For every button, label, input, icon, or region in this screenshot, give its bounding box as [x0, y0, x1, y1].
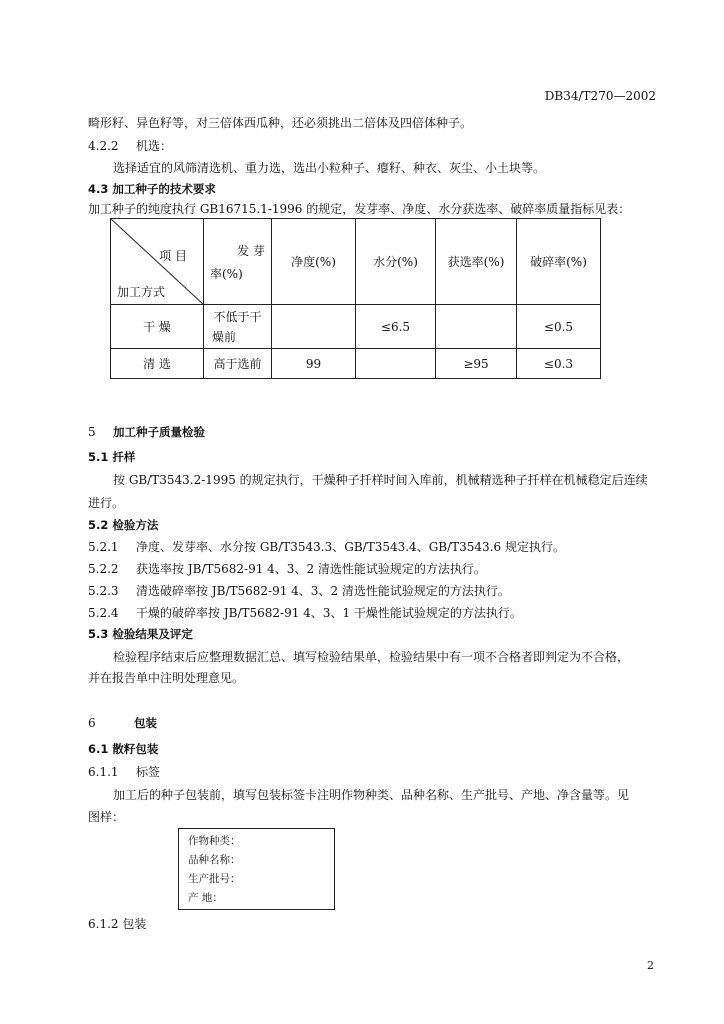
header-selection-rate: 获选率(%): [436, 219, 517, 305]
cell-germination-line: 燥前: [212, 329, 237, 344]
section-heading: 5.1 扦样: [88, 450, 136, 464]
section-heading: 6.1.2 包装: [88, 917, 147, 931]
page-number: 2: [647, 959, 654, 972]
cell-selection-rate: [436, 305, 517, 349]
section-heading: 5.3 检验结果及评定: [88, 627, 193, 641]
diagonal-header-cell: [111, 219, 204, 305]
paragraph-line: 干燥的破碎率按 JB/T5682-91 4、3、1 干燥性能试验规定的方法执行。: [136, 606, 522, 620]
section-number: 5.2.4: [88, 606, 119, 620]
paragraph-line: 畸形籽、异色籽等，对三倍体西瓜种，还必须挑出二倍体及四倍体种子。: [88, 116, 473, 130]
header-moisture: 水分(%): [356, 219, 436, 305]
cell-breakage-rate: ≤0.3: [517, 349, 601, 379]
header-germination-bottom: 率(%): [210, 266, 243, 281]
document-id: DB34/T270—2002: [544, 89, 656, 103]
diag-header-method: 加工方式: [117, 285, 166, 299]
table-row: [111, 305, 601, 349]
paragraph-line: 清选破碎率按 JB/T5682-91 4、3、2 清选性能试验规定的方法执行。: [136, 584, 510, 598]
cell-method: 干 燥: [111, 305, 204, 349]
paragraph-line: 选择适宜的风筛清选机、重力选，选出小粒种子、瘪籽、种衣、灰尘、小土块等。: [113, 161, 546, 175]
section-number: 5.2.3: [88, 584, 119, 598]
cell-moisture: [356, 349, 436, 379]
paragraph-line: 按 GB/T3543.2-1995 的规定执行，干燥种子扦样时间入库前，机械精选种子扦样在机械稳定后连续: [113, 473, 648, 487]
section-number: 4.2.2: [88, 139, 119, 153]
section-heading: 6.1 散籽包装: [88, 742, 159, 756]
label-card-line: 产 地：: [188, 892, 223, 904]
section-number: 6: [88, 716, 96, 730]
quality-table: [110, 218, 601, 379]
cell-moisture: ≤6.5: [356, 305, 436, 349]
label-card-sample: [178, 828, 335, 910]
section-title: 标签: [136, 765, 161, 779]
cell-method: 清 选: [111, 349, 204, 379]
header-germination: [204, 219, 272, 305]
paragraph-line: 获选率按 JB/T5682-91 4、3、2 清选性能试验规定的方法执行。: [136, 562, 486, 576]
cell-germination: [204, 305, 272, 349]
paragraph-line: 图样：: [88, 810, 125, 824]
section-heading: 4.3 加工种子的技术要求: [88, 182, 216, 196]
section-number: 5: [88, 425, 96, 439]
section-title: 机选：: [136, 139, 173, 153]
cell-breakage-rate: ≤0.5: [517, 305, 601, 349]
cell-purity: [272, 305, 356, 349]
section-number: 5.2.1: [88, 540, 119, 554]
section-heading: 加工种子质量检验: [113, 425, 205, 439]
cell-selection-rate: ≥95: [436, 349, 517, 379]
label-card-line: 品种名称：: [188, 854, 241, 866]
paragraph-line: 进行。: [88, 496, 125, 510]
cell-germination-line: 不低于干: [213, 309, 262, 324]
label-card-line: 生产批号：: [188, 873, 241, 885]
section-heading: 5.2 检验方法: [88, 518, 159, 532]
paragraph-line: 净度、发芽率、水分按 GB/T3543.3、GB/T3543.4、GB/T3543.6 规定执行。: [136, 540, 565, 554]
section-number: 5.2.2: [88, 562, 119, 576]
header-breakage-rate: 破碎率(%): [517, 219, 601, 305]
label-card-line: 作物种类：: [188, 835, 241, 847]
header-germination-top: 发 芽: [237, 243, 265, 258]
cell-purity: 99: [272, 349, 356, 379]
header-purity: 净度(%): [272, 219, 356, 305]
paragraph-line: 并在报告单中注明处理意见。: [88, 671, 245, 685]
cell-germination: 高于选前: [204, 349, 272, 379]
paragraph-line: 加工后的种子包装前，填写包装标签卡注明作物种类、品种名称、生产批号、产地、净含量等。见: [113, 788, 630, 802]
paragraph-line: 检验程序结束后应整理数据汇总、填写检验结果单，检验结果中有一项不合格者即判定为不合格，: [113, 650, 630, 664]
table-row: [111, 349, 601, 379]
paragraph-line: 加工种子的纯度执行 GB16715.1-1996 的规定，发芽率、净度、水分获选率、破碎率质量指标见表：: [88, 202, 631, 216]
section-heading: 包装: [134, 716, 157, 730]
section-number: 6.1.1: [88, 765, 119, 779]
table-header-row: [111, 219, 601, 305]
diag-header-item: 项 目: [159, 249, 187, 263]
